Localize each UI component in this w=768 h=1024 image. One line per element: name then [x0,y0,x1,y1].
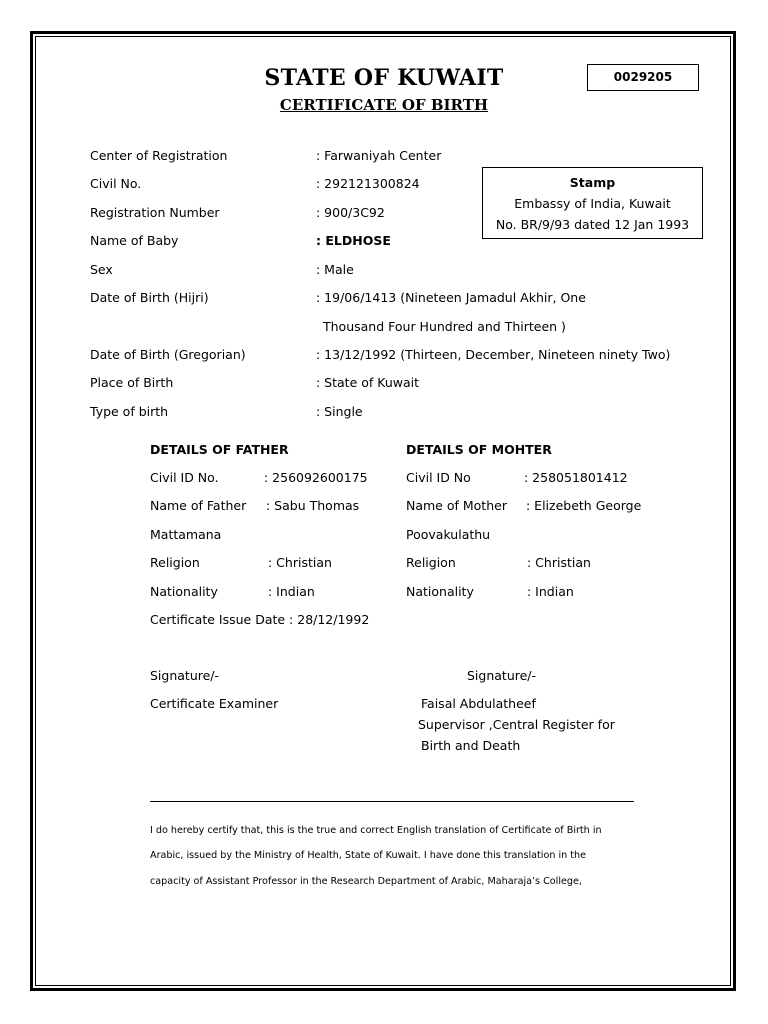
mother-civil-id-label: Civil ID No [406,470,471,485]
father-name-label: Name of Father [150,498,247,513]
registration-number-value: : 900/3C92 [316,205,385,220]
dob-hijri-value: : 19/06/1413 (Nineteen Jamadul Akhir, One [316,290,586,305]
mother-civil-id-value: : 258051801412 [524,470,628,485]
baby-name-value: : ELDHOSE [316,233,391,248]
mother-name-value: : Elizebeth George [526,498,642,513]
examiner-signature: Signature/- [150,668,220,683]
supervisor-signature: Signature/- [467,668,537,683]
document-title: STATE OF KUWAIT [264,65,504,91]
certificate-issue-date: Certificate Issue Date : 28/12/1992 [150,612,370,627]
registration-number-label: Registration Number [90,205,220,220]
certificate-number-box: 0029205 [587,64,699,91]
center-label: Center of Registration [90,148,228,163]
civil-no-label: Civil No. [90,176,142,191]
type-of-birth-label: Type of birth [90,404,169,419]
declaration-line-3: capacity of Assistant Professor in the Research Department of Arabic, Maharaja’s College, [150,876,582,887]
dob-gregorian-label: Date of Birth (Gregorian) [90,347,246,362]
civil-no-value: : 292121300824 [316,176,420,191]
mother-heading: DETAILS OF MOHTER [406,442,552,457]
dob-hijri-value-continued: Thousand Four Hundred and Thirteen ) [323,319,566,334]
father-name-value: : Sabu Thomas [266,498,360,513]
mother-name-continued: Poovakulathu [406,527,491,542]
stamp-line-2: No. BR/9/93 dated 12 Jan 1993 [495,217,690,232]
father-civil-id-label: Civil ID No. [150,470,219,485]
place-of-birth-value: : State of Kuwait [316,375,420,390]
declaration-line-2: Arabic, issued by the Ministry of Health, State of Kuwait. I have done this translation in the [150,850,587,861]
type-of-birth-value: : Single [316,404,363,419]
mother-nationality-value: : Indian [527,584,574,599]
declaration-line-1: I do hereby certify that, this is the true and correct English translation of Certificate of Birth in [150,825,602,836]
center-value: : Farwaniyah Center [316,148,442,163]
mother-religion-label: Religion [406,555,456,570]
supervisor-title-line-1: Supervisor ,Central Register for [418,717,615,732]
mother-nationality-label: Nationality [406,584,474,599]
father-nationality-label: Nationality [150,584,218,599]
father-religion-label: Religion [150,555,200,570]
dob-gregorian-value: : 13/12/1992 (Thirteen, December, Nineteen ninety Two) [316,347,671,362]
stamp-box [482,167,703,239]
stamp-line-1: Embassy of India, Kuwait [514,196,671,211]
dob-hijri-label: Date of Birth (Hijri) [90,290,209,305]
stamp-heading: Stamp [569,175,616,190]
divider-line [150,801,634,802]
baby-name-label: Name of Baby [90,233,179,248]
supervisor-name: Faisal Abdulatheef [421,696,536,711]
father-nationality-value: : Indian [268,584,315,599]
mother-religion-value: : Christian [527,555,591,570]
father-religion-value: : Christian [268,555,332,570]
place-of-birth-label: Place of Birth [90,375,174,390]
examiner-title: Certificate Examiner [150,696,279,711]
document-subtitle: CERTIFICATE OF BIRTH [279,96,489,114]
father-heading: DETAILS OF FATHER [150,442,289,457]
mother-name-label: Name of Mother [406,498,507,513]
supervisor-title-line-2: Birth and Death [421,738,521,753]
sex-value: : Male [316,262,354,277]
father-name-continued: Mattamana [150,527,222,542]
sex-label: Sex [90,262,113,277]
father-civil-id-value: : 256092600175 [264,470,368,485]
